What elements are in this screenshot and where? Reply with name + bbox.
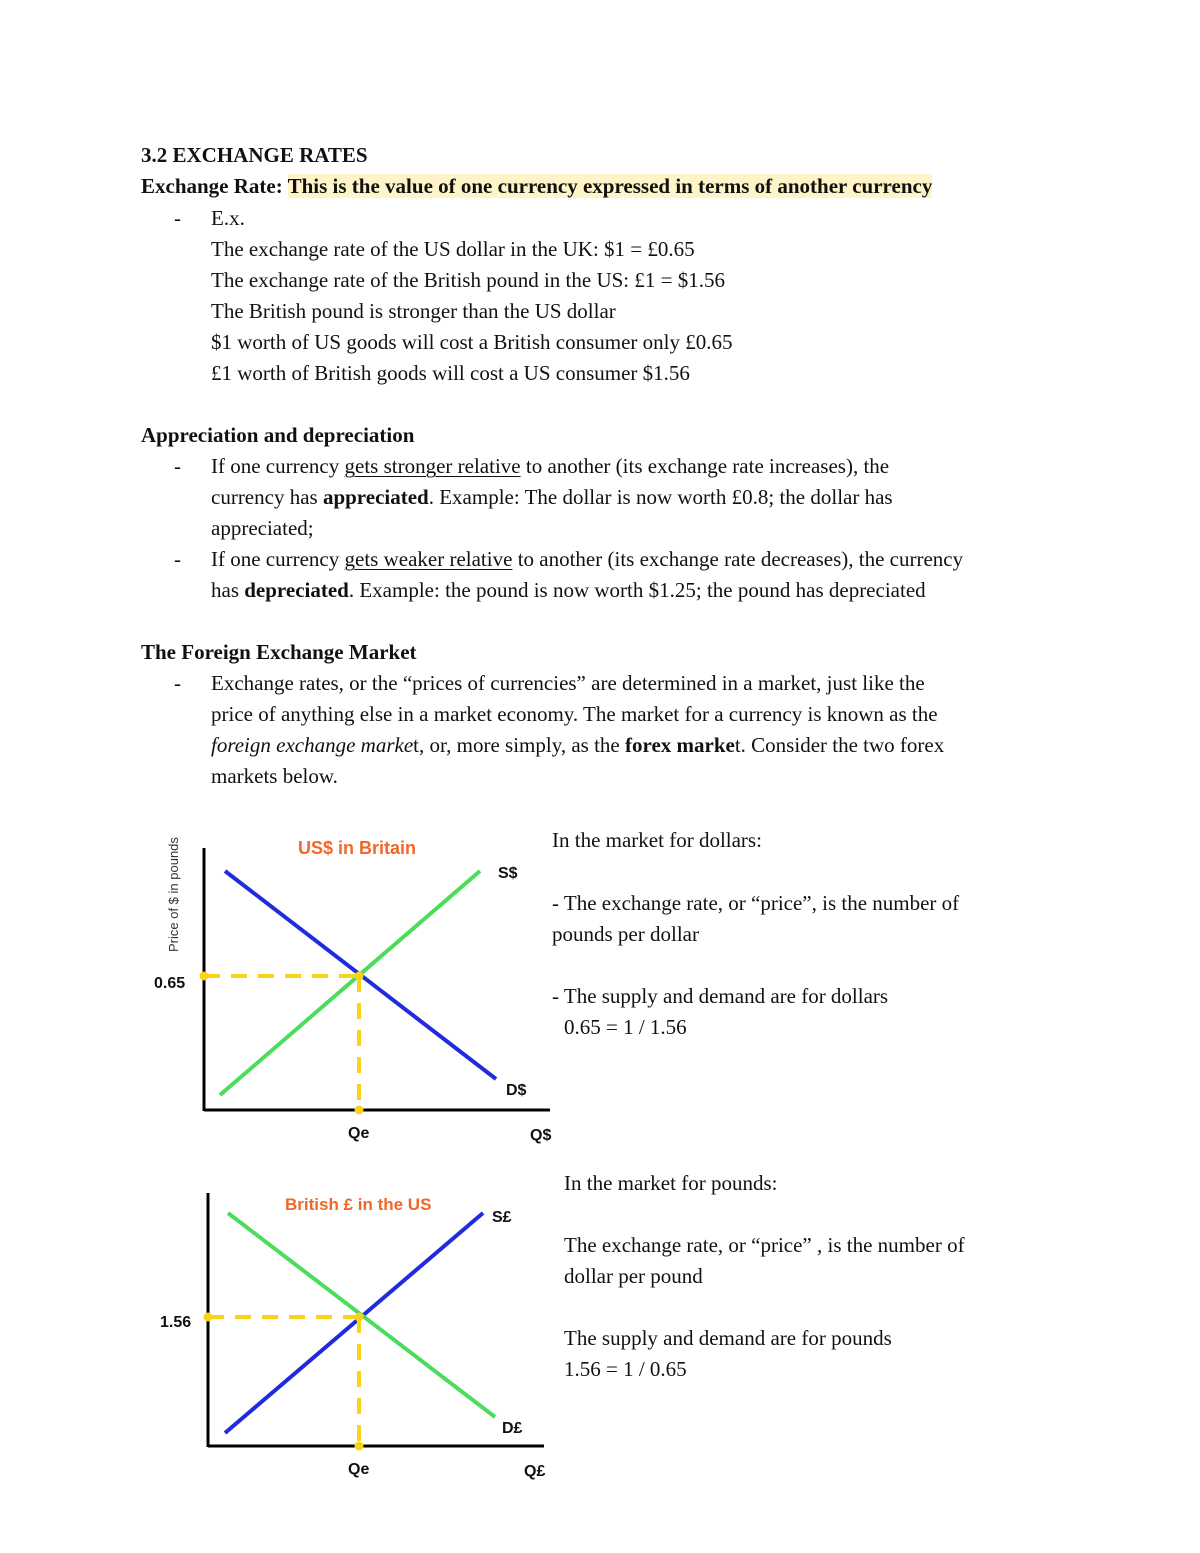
chart-dollar-market xyxy=(140,825,560,1155)
supply-curve xyxy=(220,871,480,1095)
pounds-note-formula: 1.56 = 1 / 0.65 xyxy=(564,1357,687,1381)
chart-title: US$ in Britain xyxy=(298,838,417,858)
price-marker xyxy=(204,1313,213,1322)
depreciation-bullet-cont xyxy=(211,576,926,604)
definition-label: Exchange Rate: xyxy=(141,174,283,198)
example-line: $1 worth of US goods will cost a British consumer only £0.65 xyxy=(211,330,733,354)
equilibrium-point xyxy=(355,972,364,981)
equilibrium-quantity-label: Qe xyxy=(348,1125,370,1142)
text-run: t, or, more simply, as the xyxy=(413,733,626,757)
price-tick-label: 1.56 xyxy=(160,1314,192,1331)
bold-term: depreciated xyxy=(244,578,349,602)
example-line: The exchange rate of the British pound in the US: £1 = $1.56 xyxy=(211,268,725,292)
text-run: has xyxy=(211,578,245,602)
chart-title: British £ in the US xyxy=(285,1195,432,1214)
forex-line: price of anything else in a market economy. The market for a currency is known as the xyxy=(211,702,938,726)
dollars-note-line: - The supply and demand are for dollars xyxy=(552,984,889,1008)
example-lead: E.x. xyxy=(211,206,245,230)
demand-label: D£ xyxy=(502,1420,523,1437)
pounds-note-line: dollar per pound xyxy=(564,1264,703,1288)
bold-term: forex marke xyxy=(625,733,735,757)
supply-curve xyxy=(225,1213,483,1433)
bullet-dash: - xyxy=(174,454,181,478)
price-marker xyxy=(200,972,209,981)
dollars-note-heading: In the market for dollars: xyxy=(552,828,762,852)
text-run: t. Consider the two forex xyxy=(734,733,945,757)
supply-label: S£ xyxy=(492,1209,512,1226)
bold-term: appreciated xyxy=(322,485,429,509)
bullet-dash: - xyxy=(174,206,181,230)
equilibrium-point xyxy=(355,1313,364,1322)
quantity-marker xyxy=(355,1106,364,1115)
y-axis-label: Price of $ in pounds xyxy=(166,837,181,952)
italic-term: foreign exchange marke xyxy=(211,733,414,757)
equilibrium-quantity-label: Qe xyxy=(348,1461,370,1478)
forex-line: Exchange rates, or the “prices of currencies” are determined in a market, just like the xyxy=(211,671,925,695)
x-axis-label: Q$ xyxy=(530,1127,552,1144)
chart-pound-market xyxy=(140,1180,560,1490)
appreciation-bullet-1-cont xyxy=(211,483,893,511)
text-run: If one currency xyxy=(211,547,345,571)
definition-line xyxy=(141,172,932,200)
depreciation-bullet xyxy=(211,545,963,573)
x-axis-label: Q£ xyxy=(524,1463,546,1480)
pounds-note-line: The exchange rate, or “price” , is the number of xyxy=(564,1233,965,1257)
underlined-phrase: gets weaker relative xyxy=(344,547,513,571)
pounds-note-line: The supply and demand are for pounds xyxy=(564,1326,892,1350)
text-run: . Example: the pound is now worth $1.25; the pound has depreciated xyxy=(348,578,926,602)
bullet-dash: - xyxy=(174,671,181,695)
text-run: to another (its exchange rate decreases), the currency xyxy=(512,547,964,571)
dollars-note-line: pounds per dollar xyxy=(552,922,699,946)
supply-label: S$ xyxy=(498,865,518,882)
forex-heading: The Foreign Exchange Market xyxy=(141,640,417,664)
appreciation-heading: Appreciation and depreciation xyxy=(141,423,415,447)
price-tick-label: 0.65 xyxy=(154,975,186,992)
quantity-marker xyxy=(355,1442,364,1451)
bullet-dash: - xyxy=(174,547,181,571)
dollars-note-formula: 0.65 = 1 / 1.56 xyxy=(564,1015,687,1039)
forex-line xyxy=(211,731,944,759)
pounds-note-heading: In the market for pounds: xyxy=(564,1171,778,1195)
example-line: The British pound is stronger than the US dollar xyxy=(211,299,616,323)
text-run: currency has xyxy=(211,485,323,509)
forex-line: markets below. xyxy=(211,764,338,788)
text-run: If one currency xyxy=(211,454,345,478)
definition-text: This is the value of one currency expressed in terms of another currency xyxy=(287,174,933,198)
appreciation-bullet-1 xyxy=(211,452,889,480)
dollars-note-line: - The exchange rate, or “price”, is the number of xyxy=(552,891,960,915)
text-run: to another (its exchange rate increases), the xyxy=(520,454,890,478)
underlined-phrase: gets stronger relative xyxy=(344,454,521,478)
example-line: £1 worth of British goods will cost a US consumer $1.56 xyxy=(211,361,690,385)
appreciation-bullet-1-end: appreciated; xyxy=(211,516,314,540)
example-line: The exchange rate of the US dollar in the UK: $1 = £0.65 xyxy=(211,237,695,261)
text-run: . Example: The dollar is now worth £0.8; the dollar has xyxy=(428,485,893,509)
demand-label: D$ xyxy=(506,1082,527,1099)
page-title: 3.2 EXCHANGE RATES xyxy=(141,143,368,167)
